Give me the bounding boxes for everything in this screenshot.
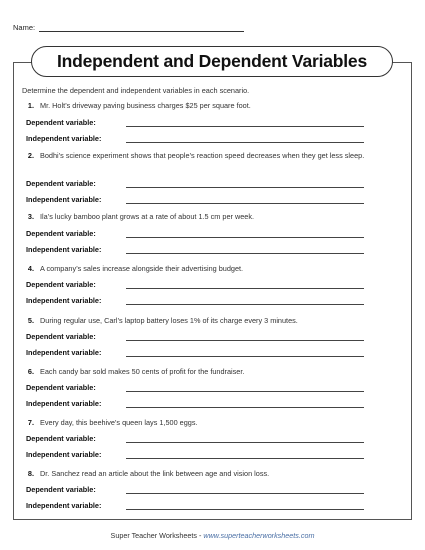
dependent-label: Dependent variable: bbox=[26, 229, 96, 238]
independent-answer-line[interactable] bbox=[126, 349, 364, 357]
independent-answer-row bbox=[26, 296, 370, 305]
dependent-label: Dependent variable: bbox=[26, 434, 96, 443]
independent-label: Independent variable: bbox=[26, 450, 102, 459]
independent-answer-row bbox=[26, 245, 370, 254]
independent-answer-row bbox=[26, 134, 370, 143]
dependent-label: Dependent variable: bbox=[26, 332, 96, 341]
question-8 bbox=[22, 469, 392, 480]
name-row bbox=[13, 23, 244, 32]
independent-answer-line[interactable] bbox=[126, 297, 364, 305]
independent-answer-line[interactable] bbox=[126, 502, 364, 510]
dependent-answer-row bbox=[26, 229, 370, 238]
independent-answer-line[interactable] bbox=[126, 246, 364, 254]
independent-label: Independent variable: bbox=[26, 195, 102, 204]
question-number: 5. bbox=[27, 316, 34, 325]
dependent-label: Dependent variable: bbox=[26, 118, 96, 127]
question-3 bbox=[22, 212, 392, 223]
question-text: Dr. Sanchez read an article about the link between age and vision loss. bbox=[40, 469, 270, 478]
name-label: Name: bbox=[13, 23, 36, 32]
question-text: Each candy bar sold makes 50 cents of profit for the fundraiser. bbox=[40, 367, 245, 376]
independent-answer-row bbox=[26, 399, 370, 408]
question-text: Bodhi’s science experiment shows that people’s reaction speed decreases when they get less sleep. bbox=[40, 151, 365, 160]
question-2 bbox=[22, 151, 392, 162]
dependent-answer-line[interactable] bbox=[126, 486, 364, 494]
question-5 bbox=[22, 316, 392, 327]
dependent-answer-line[interactable] bbox=[126, 281, 364, 289]
question-number: 3. bbox=[27, 212, 34, 221]
dependent-answer-line[interactable] bbox=[126, 180, 364, 188]
dependent-answer-line[interactable] bbox=[126, 435, 364, 443]
question-1 bbox=[22, 101, 392, 112]
dependent-answer-line[interactable] bbox=[126, 384, 364, 392]
dependent-answer-line[interactable] bbox=[126, 230, 364, 238]
independent-answer-row bbox=[26, 348, 370, 357]
independent-answer-row bbox=[26, 195, 370, 204]
dependent-label: Dependent variable: bbox=[26, 485, 96, 494]
independent-answer-row bbox=[26, 501, 370, 510]
dependent-answer-row bbox=[26, 179, 370, 188]
footer-separator: - bbox=[196, 531, 204, 540]
question-text: A company’s sales increase alongside their advertising budget. bbox=[40, 264, 244, 273]
question-text: Mr. Holt’s driveway paving business charges $25 per square foot. bbox=[40, 101, 251, 110]
independent-label: Independent variable: bbox=[26, 245, 102, 254]
question-number: 7. bbox=[27, 418, 34, 427]
question-number: 2. bbox=[27, 151, 34, 160]
independent-label: Independent variable: bbox=[26, 501, 102, 510]
dependent-answer-row bbox=[26, 434, 370, 443]
footer bbox=[0, 531, 425, 540]
independent-answer-line[interactable] bbox=[126, 135, 364, 143]
question-text: During regular use, Carl’s laptop battery loses 1% of its charge every 3 minutes. bbox=[40, 316, 298, 325]
dependent-answer-row bbox=[26, 332, 370, 341]
question-number: 4. bbox=[27, 264, 34, 273]
independent-label: Independent variable: bbox=[26, 348, 102, 357]
independent-label: Independent variable: bbox=[26, 399, 102, 408]
question-text: Ila’s lucky bamboo plant grows at a rate of about 1.5 cm per week. bbox=[40, 212, 255, 221]
question-4 bbox=[22, 264, 392, 275]
question-number: 8. bbox=[27, 469, 34, 478]
independent-answer-line[interactable] bbox=[126, 400, 364, 408]
independent-answer-line[interactable] bbox=[126, 451, 364, 459]
question-number: 1. bbox=[27, 101, 34, 110]
question-number: 6. bbox=[27, 367, 34, 376]
name-input-line[interactable] bbox=[39, 24, 244, 32]
dependent-answer-row bbox=[26, 280, 370, 289]
dependent-answer-line[interactable] bbox=[126, 333, 364, 341]
worksheet-title: Independent and Dependent Variables bbox=[31, 46, 393, 77]
dependent-answer-row bbox=[26, 383, 370, 392]
question-text: Every day, this beehive’s queen lays 1,500 eggs. bbox=[40, 418, 198, 427]
instructions: Determine the dependent and independent variables in each scenario. bbox=[22, 86, 250, 95]
dependent-label: Dependent variable: bbox=[26, 383, 96, 392]
question-7 bbox=[22, 418, 392, 429]
footer-brand: Super Teacher Worksheets bbox=[110, 531, 197, 540]
dependent-label: Dependent variable: bbox=[26, 280, 96, 289]
independent-label: Independent variable: bbox=[26, 134, 102, 143]
dependent-answer-row bbox=[26, 485, 370, 494]
question-6 bbox=[22, 367, 392, 378]
independent-answer-line[interactable] bbox=[126, 196, 364, 204]
dependent-answer-line[interactable] bbox=[126, 119, 364, 127]
dependent-answer-row bbox=[26, 118, 370, 127]
independent-answer-row bbox=[26, 450, 370, 459]
independent-label: Independent variable: bbox=[26, 296, 102, 305]
dependent-label: Dependent variable: bbox=[26, 179, 96, 188]
footer-url-link[interactable]: www.superteacherworksheets.com bbox=[203, 531, 315, 540]
